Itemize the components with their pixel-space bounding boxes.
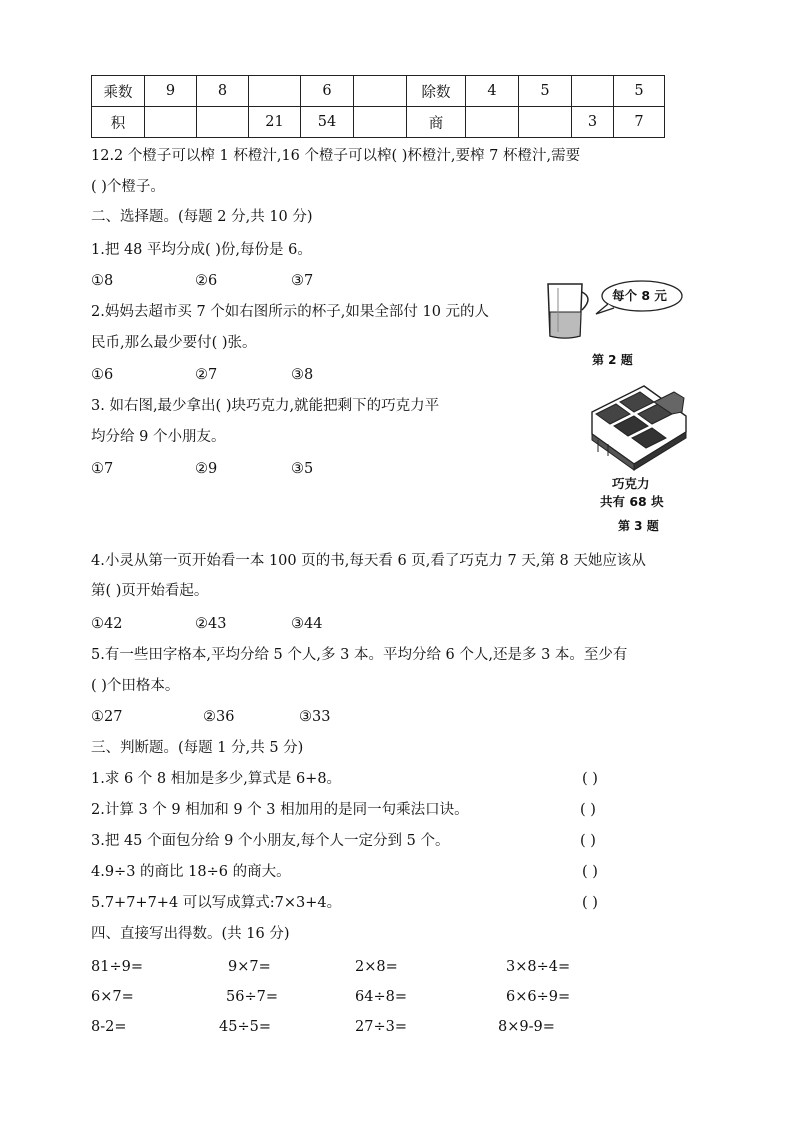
choice-q5-line1: 5.有一些田字格本,平均分给 5 个人,多 3 本。平均分给 6 个人,还是多 3 本。至少有 (91, 647, 628, 663)
calc-item: 6×6÷9= (506, 989, 571, 1005)
judge-answer-4[interactable]: ( ) (582, 864, 598, 880)
table-cell (466, 107, 519, 138)
choice-q4-line1: 4.小灵从第一页开始看一本 100 页的书,每天看 6 页,看了巧克力 7 天,第 8 天她应该从 (91, 553, 646, 569)
judge-answer-3[interactable]: ( ) (580, 833, 596, 849)
chocolate-count-label: 共有 68 块 (600, 494, 664, 509)
table-cell: 9 (145, 76, 197, 107)
choice-q5-option-c: ③33 (299, 709, 331, 725)
calc-item: 56÷7= (226, 989, 278, 1005)
section-3-title: 三、判断题。(每题 1 分,共 5 分) (91, 740, 304, 756)
choice-q5-option-b: ②36 (203, 709, 235, 725)
chocolate-figure (588, 382, 688, 534)
section-2-title: 二、选择题。(每题 2 分,共 10 分) (91, 209, 313, 225)
table-cell: 5 (614, 76, 665, 107)
section-4-title: 四、直接写出得数。(共 16 分) (91, 926, 290, 942)
choice-q1-option-c: ③7 (291, 273, 314, 289)
judge-answer-1[interactable]: ( ) (582, 771, 598, 787)
judge-item-1: 1.求 6 个 8 相加是多少,算式是 6+8。 (91, 771, 342, 787)
multiplication-division-table (91, 75, 665, 138)
choice-q3-option-a: ①7 (91, 461, 114, 477)
table-cell: 5 (519, 76, 572, 107)
choice-q5-option-a: ①27 (91, 709, 123, 725)
calc-item: 27÷3= (355, 1019, 407, 1035)
judge-item-4: 4.9÷3 的商比 18÷6 的商大。 (91, 864, 291, 880)
question-12-line2: ( )个橙子。 (91, 179, 165, 195)
choice-q2-line2: 民币,那么最少要付( )张。 (91, 335, 257, 351)
table-cell (197, 107, 249, 138)
calc-item: 64÷8= (355, 989, 407, 1005)
calc-item: 8×9-9= (498, 1019, 555, 1035)
calc-item: 81÷9= (91, 959, 143, 975)
choice-q5-line2: ( )个田格本。 (91, 678, 180, 694)
table-cell (354, 107, 407, 138)
choice-q3-option-b: ②9 (195, 461, 218, 477)
table-cell: 21 (249, 107, 301, 138)
table-cell: 商 (407, 107, 466, 138)
choice-q1-option-b: ②6 (195, 273, 218, 289)
table-cell: 积 (92, 107, 145, 138)
judge-answer-2[interactable]: ( ) (580, 802, 596, 818)
judge-item-5: 5.7+7+7+4 可以写成算式:7×3+4。 (91, 895, 342, 911)
calc-item: 3×8÷4= (506, 959, 571, 975)
choice-q3-line1: 3. 如右图,最少拿出( )块巧克力,就能把剩下的巧克力平 (91, 398, 440, 414)
figure-3-caption: 第 3 题 (618, 519, 659, 533)
table-cell (572, 76, 614, 107)
chocolate-label: 巧克力 (612, 476, 650, 491)
choice-q4-option-b: ②43 (195, 616, 227, 632)
table-cell: 乘数 (92, 76, 145, 107)
choice-q2-line1: 2.妈妈去超市买 7 个如右图所示的杯子,如果全部付 10 元的人 (91, 304, 490, 320)
price-bubble-text: 每个 8 元 (612, 288, 667, 303)
calc-item: 45÷5= (219, 1019, 271, 1035)
choice-q1-text: 1.把 48 平均分成( )份,每份是 6。 (91, 242, 312, 258)
choice-q4-option-a: ①42 (91, 616, 123, 632)
choice-q3-line2: 均分给 9 个小朋友。 (91, 429, 226, 445)
table-cell: 54 (301, 107, 354, 138)
table-cell: 8 (197, 76, 249, 107)
table-cell (145, 107, 197, 138)
table-cell (249, 76, 301, 107)
choice-q4-option-c: ③44 (291, 616, 323, 632)
judge-item-2: 2.计算 3 个 9 相加和 9 个 3 相加用的是同一句乘法口诀。 (91, 802, 469, 818)
calc-item: 9×7= (228, 959, 271, 975)
table-cell: 7 (614, 107, 665, 138)
figure-2-caption: 第 2 题 (592, 353, 633, 367)
choice-q2-option-b: ②7 (195, 367, 218, 383)
chocolate-icon (588, 382, 688, 474)
table-row (92, 107, 665, 138)
calc-item: 6×7= (91, 989, 134, 1005)
choice-q3-option-c: ③5 (291, 461, 314, 477)
choice-q1-option-a: ①8 (91, 273, 114, 289)
table-cell: 6 (301, 76, 354, 107)
judge-answer-5[interactable]: ( ) (582, 895, 598, 911)
calc-item: 8-2= (91, 1019, 127, 1035)
judge-item-3: 3.把 45 个面包分给 9 个小朋友,每个人一定分到 5 个。 (91, 833, 450, 849)
table-cell: 除数 (407, 76, 466, 107)
cup-figure (540, 278, 690, 370)
table-cell (519, 107, 572, 138)
table-cell (354, 76, 407, 107)
choice-q4-line2: 第( )页开始看起。 (91, 583, 209, 599)
table-cell: 4 (466, 76, 519, 107)
choice-q2-option-c: ③8 (291, 367, 314, 383)
calc-item: 2×8= (355, 959, 398, 975)
table-row (92, 76, 665, 107)
question-12-line1: 12.2 个橙子可以榨 1 杯橙汁,16 个橙子可以榨( )杯橙汁,要榨 7 杯橙汁,需要 (91, 148, 581, 164)
table-cell: 3 (572, 107, 614, 138)
choice-q2-option-a: ①6 (91, 367, 114, 383)
